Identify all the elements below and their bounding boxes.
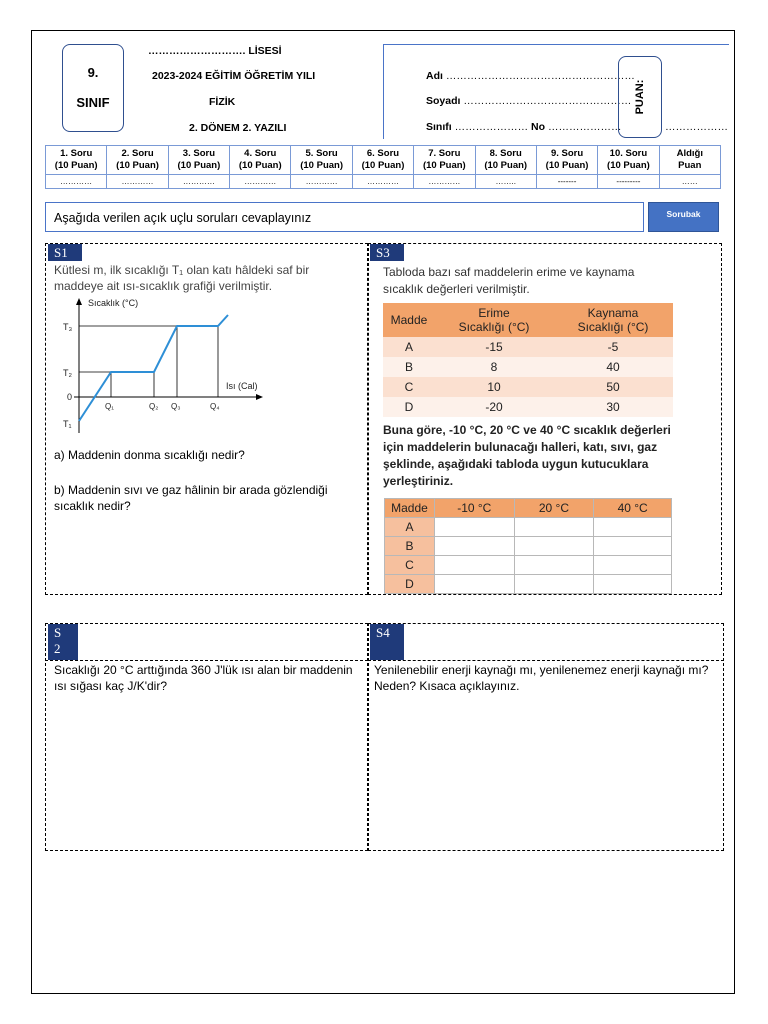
table-cell: C	[385, 556, 435, 575]
state-answer-table	[384, 498, 672, 594]
table-cell: -15	[435, 337, 553, 357]
table-header: 20 °C	[514, 499, 594, 518]
score-header-cell: Aldığı Puan	[659, 146, 720, 175]
answer-cell[interactable]	[514, 556, 594, 575]
question-4-divider	[368, 660, 724, 661]
x-axis-label: Isı (Cal)	[226, 381, 258, 391]
table-cell: C	[383, 377, 435, 397]
grade-label: SINIF	[76, 95, 110, 110]
answer-cell[interactable]	[594, 518, 672, 537]
puan-label: PUAN:	[634, 79, 646, 115]
subject-name: FİZİK	[209, 96, 236, 108]
score-blank-cell[interactable]: ……..	[475, 175, 536, 189]
question-2-text: Sıcaklığı 20 °C arttığında 360 J'lük ısı alan bir maddenin ısı sığası kaç J/K'dir?	[54, 663, 353, 693]
answer-cell[interactable]	[434, 575, 514, 594]
question-3-intro: Tabloda bazı saf maddelerin erime ve kaynama sıcaklık değerleri verilmiştir.	[383, 265, 635, 296]
question-3-prompt: Buna göre, -10 °C, 20 °C ve 40 °C sıcaklık değerleri için maddelerin bulunacağı halleri, katı, sıvı, gaz şeklinde, aşağıdaki tabloda uygun kutucuklara yerleştiriniz.	[383, 423, 671, 488]
answer-cell[interactable]	[434, 556, 514, 575]
score-header-cell: 5. Soru (10 Puan)	[291, 146, 352, 175]
melting-boiling-table	[383, 303, 673, 417]
table-cell: B	[383, 357, 435, 377]
answer-cell[interactable]	[514, 518, 594, 537]
school-name: ………………………. LİSESİ	[148, 45, 282, 57]
answer-cell[interactable]	[594, 537, 672, 556]
score-table	[45, 145, 721, 189]
grade-number: 9.	[87, 65, 99, 80]
score-header-cell: 8. Soru (10 Puan)	[475, 146, 536, 175]
score-blank-cell[interactable]: …………	[46, 175, 107, 189]
table-cell: 50	[553, 377, 673, 397]
table-cell: -20	[435, 397, 553, 417]
table-cell: D	[385, 575, 435, 594]
score-blank-cell[interactable]: …………	[168, 175, 229, 189]
school-year: 2023-2024 EĞİTİM ÖĞRETİM YILI	[152, 70, 316, 82]
y-axis-label: Sıcaklık (°C)	[88, 298, 139, 308]
answer-cell[interactable]	[514, 537, 594, 556]
question-4-text: Yenilenebilir enerji kaynağı mı, yenilenemez enerji kaynağı mı? Neden? Kısaca açıklayınız.	[374, 663, 709, 693]
score-header-cell: 2. Soru (10 Puan)	[107, 146, 168, 175]
score-header-cell: 9. Soru (10 Puan)	[536, 146, 597, 175]
score-header-cell: 3. Soru (10 Puan)	[168, 146, 229, 175]
table-cell: D	[383, 397, 435, 417]
question-1-intro: Kütlesi m, ilk sıcaklığı T₁ olan katı hâldeki saf bir maddeye ait ısı-sıcaklık grafiği verilmiştir.	[54, 263, 310, 293]
y-tick-label: T₁	[63, 419, 72, 429]
answer-cell[interactable]	[434, 537, 514, 556]
sorubak-badge[interactable]: Sorubak	[648, 202, 719, 232]
y-tick-label: T₂	[63, 368, 72, 378]
question-1-tag: S1	[48, 244, 82, 261]
table-cell: B	[385, 537, 435, 556]
answer-cell[interactable]	[514, 575, 594, 594]
x-tick-label: Q₁	[105, 402, 114, 411]
question-1a: a) Maddenin donma sıcaklığı nedir?	[54, 448, 245, 462]
question-1b: b) Maddenin sıvı ve gaz hâlinin bir arada gözlendiği sıcaklık nedir?	[54, 483, 328, 513]
score-blank-cell[interactable]: -------	[536, 175, 597, 189]
answer-cell[interactable]	[594, 575, 672, 594]
table-cell: 40	[553, 357, 673, 377]
score-header-cell: 10. Soru (10 Puan)	[598, 146, 659, 175]
x-tick-label: Q₂	[149, 402, 159, 411]
score-header-cell: 6. Soru (10 Puan)	[352, 146, 413, 175]
score-blank-cell[interactable]: …………	[352, 175, 413, 189]
question-3-tag: S3	[370, 244, 404, 261]
surname-field[interactable]: Soyadı …………………………………………	[426, 95, 632, 107]
y-tick-label: 0	[67, 392, 73, 402]
answer-cell[interactable]	[594, 556, 672, 575]
table-cell: 10	[435, 377, 553, 397]
instruction-box: Aşağıda verilen açık uçlu soruları cevaplayınız	[45, 202, 644, 232]
table-cell: 30	[553, 397, 673, 417]
score-header-cell: 4. Soru (10 Puan)	[230, 146, 291, 175]
name-field[interactable]: Adı ………………………………………………	[426, 70, 635, 82]
answer-cell[interactable]	[434, 518, 514, 537]
question-4-tag: S4	[370, 624, 404, 660]
score-blank-cell[interactable]: …………	[107, 175, 168, 189]
heat-temperature-chart	[50, 293, 300, 443]
table-header: Madde	[383, 303, 435, 337]
question-4-box	[368, 623, 724, 851]
exam-name: 2. DÖNEM 2. YAZILI	[189, 122, 287, 134]
question-2-tag: S 2	[48, 624, 78, 660]
x-axis-arrow	[256, 394, 263, 400]
table-cell: A	[383, 337, 435, 357]
score-blank-cell[interactable]: …………	[230, 175, 291, 189]
class-field[interactable]: Sınıfı ………………… No …………………	[426, 121, 622, 133]
table-cell: -5	[553, 337, 673, 357]
table-cell: 8	[435, 357, 553, 377]
table-header: -10 °C	[434, 499, 514, 518]
table-header: Erime Sıcaklığı (°C)	[435, 303, 553, 337]
y-axis-arrow	[76, 298, 82, 305]
score-blank-cell[interactable]: ……	[659, 175, 720, 189]
table-cell: A	[385, 518, 435, 537]
y-tick-label: T₃	[63, 322, 73, 332]
table-header: 40 °C	[594, 499, 672, 518]
score-blank-cell[interactable]: …………	[414, 175, 475, 189]
grade-box	[62, 44, 124, 132]
table-header: Kaynama Sıcaklığı (°C)	[553, 303, 673, 337]
score-blank-cell[interactable]: ---------	[598, 175, 659, 189]
puan-box	[618, 56, 662, 138]
question-2-box	[45, 623, 368, 851]
question-2-divider	[45, 660, 368, 661]
x-tick-label: Q₃	[171, 402, 181, 411]
total-score-blank[interactable]: ………………	[665, 121, 728, 133]
score-header-cell: 7. Soru (10 Puan)	[414, 146, 475, 175]
table-header: Madde	[385, 499, 435, 518]
score-blank-cell[interactable]: …………	[291, 175, 352, 189]
x-tick-label: Q₄	[210, 402, 220, 411]
score-header-cell: 1. Soru (10 Puan)	[46, 146, 107, 175]
